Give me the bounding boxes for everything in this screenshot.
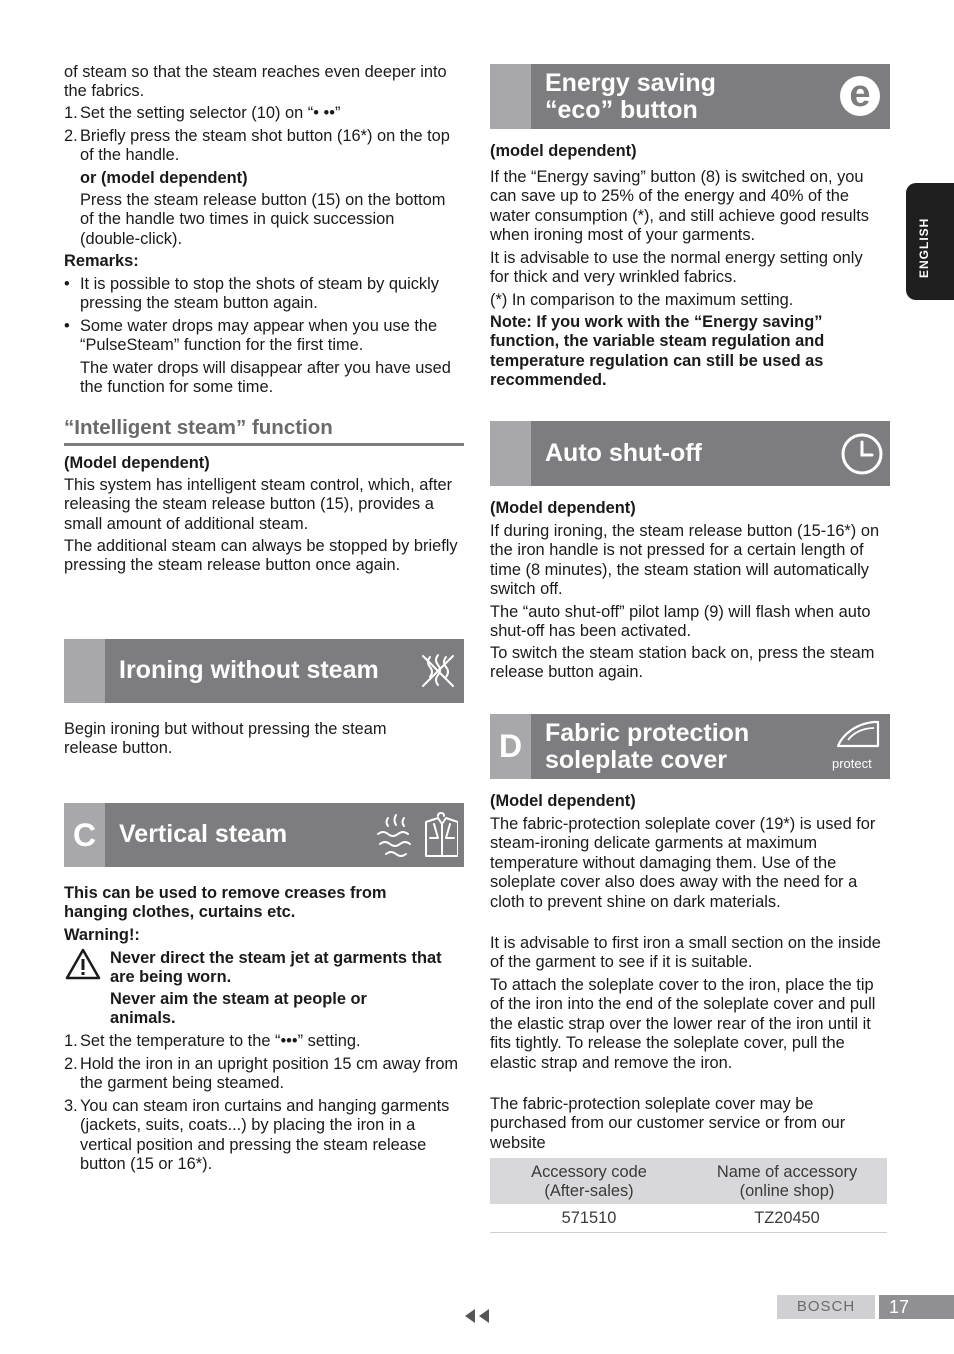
section-letter: C [72,817,97,853]
no-steam-icon [420,653,456,689]
section-banner-auto-shutoff [490,421,890,486]
step-text: Set the temperature to the “•••” setting. [80,1032,361,1050]
clock-icon [840,432,884,476]
section-heading: “Intelligent steam” function [64,416,333,439]
brand-badge: BOSCH [777,1295,875,1319]
list-item [64,104,464,123]
model-dependent-label: (Model dependent) [64,454,210,472]
paragraph: The fabric-protection soleplate cover (19*) is used for steam-ironing delicate garments at maximum temperature without damaging them. Use of the soleplate cover also does away with the need for a cloth to prevent shine on dark materials. [490,815,876,911]
section-banner-vertical-steam [64,803,464,867]
banner-tab [490,64,531,129]
table-row [490,1204,887,1233]
section-banner-fabric-protection [490,714,890,779]
paragraph: To switch the steam station back on, press the steam release button again. [490,644,875,682]
banner-tab [64,639,105,703]
step-number: 1. [64,1032,78,1050]
step-number: 2. [64,127,78,145]
paragraph: This system has intelligent steam control, which, after releasing the steam release button (15), provides a small amount of additional steam. [64,476,453,533]
warning-triangle-icon [65,948,101,980]
step-text: Set the setting selector (10) on “• ••” [80,104,341,122]
intro-text: of steam so that the steam reaches even deeper into the fabrics. [64,63,447,101]
paragraph: (*) In comparison to the maximum setting. [490,291,794,309]
model-dependent-label: (model dependent) [490,142,637,160]
paragraph: To attach the soleplate cover to the iron, place the tip of the iron into the end of the soleplate cover and pull the elastic strap over the lower rear of the iron until it fits tightly. To release the soleplate cover, pull the elastic strap and remove the iron. [490,976,876,1072]
or-text: Press the steam release button (15) on the bottom of the handle two times in quick succession (double-click). [80,191,446,248]
language-tab [906,183,954,300]
page-number: 17 [879,1295,954,1319]
bullet-icon: • [64,317,70,335]
paragraph: Begin ironing but without pressing the steam release button. [64,720,387,758]
section-banner-eco [490,64,890,129]
back-arrows-icon[interactable] [463,1308,491,1324]
table-header-cell: Name of accessory (online shop) [716,1163,858,1201]
paragraph: The “auto shut-off” pilot lamp (9) will flash when auto shut-off has been activated. [490,603,871,641]
banner-title-line: soleplate cover [545,746,728,774]
section-letter: D [498,728,523,764]
intro-bold: This can be used to remove creases from hanging clothes, curtains etc. [64,884,387,922]
step-text: Briefly press the steam shot button (16*) on the top of the handle. [80,127,450,165]
banner-title-line: Energy saving [545,69,716,97]
section-banner-ironing-without-steam [64,639,464,703]
remark-text: It is possible to stop the shots of steam by quickly pressing the steam button again. [80,275,439,313]
paragraph: If the “Energy saving” button (8) is switched on, you can save up to 25% of the energy and 40% of the water consumption (*), and still achieve good results when ironing most of your garments. [490,168,869,245]
heading-underline [64,443,464,446]
paragraph: It is advisable to use the normal energy setting only for thick and very wrinkled fabrics. [490,249,863,287]
table-header-row [490,1158,887,1204]
step-number: 2. [64,1055,78,1073]
paragraph: It is advisable to first iron a small section on the inside of the garment to see if it is suitable. [490,934,881,972]
remark-text: Some water drops may appear when you use the “PulseSteam” function for the first time. [80,317,438,355]
paragraph: If during ironing, the steam release button (15-16*) on the iron handle is not pressed for a certain length of time (8 minutes), the steam station will automatically switch off. [490,522,880,599]
warning-label: Warning!: [64,926,140,944]
banner-title [545,70,716,124]
table-cell: TZ20450 [754,1209,820,1227]
banner-title: Auto shut-off [545,439,702,467]
banner-title-line: “eco” button [545,96,698,124]
table-cell: 571510 [561,1209,617,1227]
warning-text: Never aim the steam at people or animals. [110,990,367,1028]
step-number: 3. [64,1097,78,1115]
language-label: ENGLISH [917,217,931,278]
list-item [64,317,464,356]
eco-e-icon: e [840,76,880,116]
or-label: or (model dependent) [80,169,248,187]
list-item [64,1097,466,1175]
list-item [64,1032,464,1051]
banner-title [545,720,749,774]
paragraph: The fabric-protection soleplate cover may be purchased from our customer service or from our website [490,1095,846,1152]
banner-title-line: Fabric protection [545,719,750,747]
vertical-steam-garment-icon [376,812,458,858]
accessory-table [490,1158,887,1233]
step-text: Hold the iron in an upright position 15 cm away from the garment being steamed. [80,1055,459,1093]
bullet-icon: • [64,275,70,293]
warning-text: Never direct the steam jet at garments that are being worn. [110,949,442,987]
model-dependent-label: (Model dependent) [490,792,636,810]
iron-protect-icon [834,718,886,752]
table-header-cell: Accessory code (After-sales) [531,1163,647,1201]
step-number: 1. [64,104,78,122]
banner-title: Vertical steam [119,820,288,848]
list-item [64,1055,464,1094]
banner-title: Ironing without steam [119,656,379,684]
remarks-extra: The water drops will disappear after you have used the function for some time. [80,359,451,397]
list-item [64,127,464,166]
paragraph: The additional steam can always be stopped by briefly pressing the steam release button once again. [64,537,458,575]
remarks-label: Remarks: [64,252,139,270]
list-item [64,275,464,314]
note-text: Note: If you work with the “Energy saving” function, the variable steam regulation and temperature regulation can still be used as recommended. [490,313,825,390]
step-text: You can steam iron curtains and hanging garments (jackets, suits, coats...) by placing the iron in a vertical position and pressing the steam release button (15 or 16*). [80,1097,450,1174]
model-dependent-label: (Model dependent) [490,499,636,517]
icon-label: protect [832,756,872,771]
banner-tab [490,421,531,486]
